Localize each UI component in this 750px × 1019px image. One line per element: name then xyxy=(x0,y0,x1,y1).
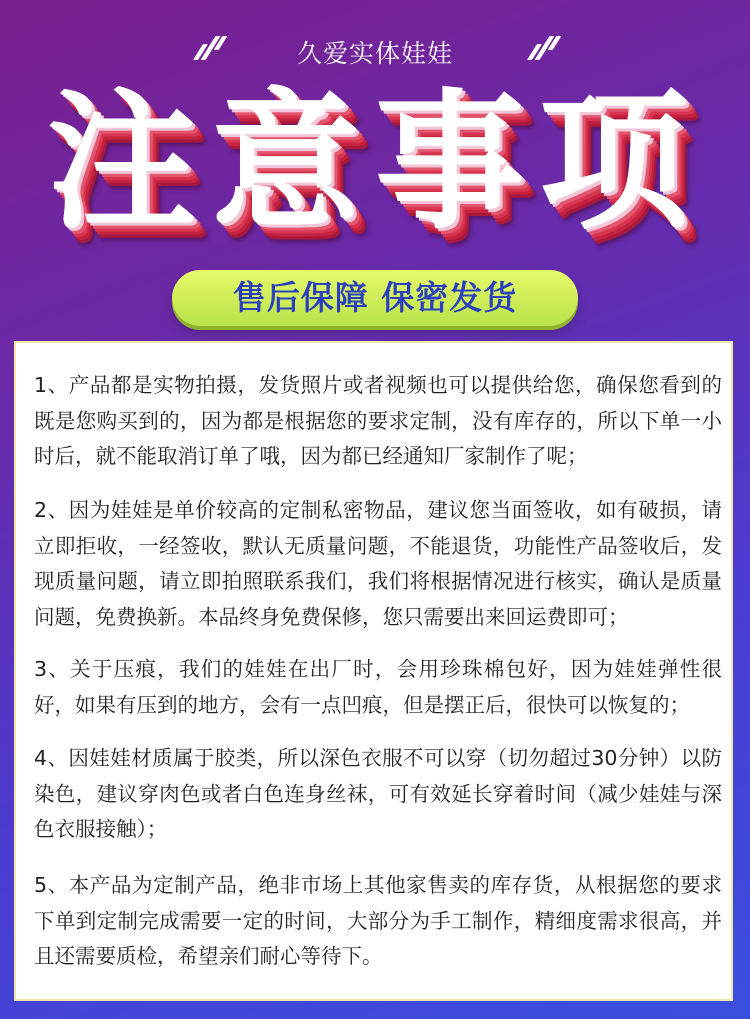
notice-panel xyxy=(14,341,733,1001)
notice-item: 4、因娃娃材质属于胶类，所以深色衣服不可以穿（切勿超过30分钟）以防染色，建议穿肉色或者白色连身丝袜，可有效延长穿着时间（减少娃娃与深色衣服接触）； xyxy=(34,746,722,841)
notice-item: 1、产品都是实物拍摄，发货照片或者视频也可以提供给您，确保您看到的既是您购买到的，因为都是根据您的要求定制，没有库存的，所以下单一小时后，就不能取消订单了哦，因为都已经通知厂家制作了呢； xyxy=(34,373,722,468)
slash-decoration-icon xyxy=(524,36,558,60)
subtitle-text: 售后保障 保密发货 xyxy=(232,278,518,317)
brand-row xyxy=(0,28,750,68)
notice-item: 3、关于压痕，我们的娃娃在出厂时，会用珍珠棉包好，因为娃娃弹性很好，如果有压到的地方，会有一点凹痕，但是摆正后，很快可以恢复的； xyxy=(34,657,722,717)
notice-item: 5、本产品为定制产品，绝非市场上其他家售卖的库存货，从根据您的要求下单到定制完成需要一定的时间，大部分为手工制作，精细度需求很高，并且还需要质检，希望亲们耐心等待下。 xyxy=(34,873,722,968)
notice-item: 2、因为娃娃是单价较高的定制私密物品，建议您当面签收，如有破损，请立即拒收，一经签收，默认无质量问题，不能退货，功能性产品签收后，发现质量问题，请立即拍照联系我们，我们将根据情况进行核实，确认是质量问题，免费换新。本品终身免费保修，您只需要出来回运费即可； xyxy=(34,498,722,629)
subtitle-badge xyxy=(172,270,578,326)
page-title: 注意事项 xyxy=(46,76,703,250)
brand-name: 久爱实体娃娃 xyxy=(296,39,453,68)
